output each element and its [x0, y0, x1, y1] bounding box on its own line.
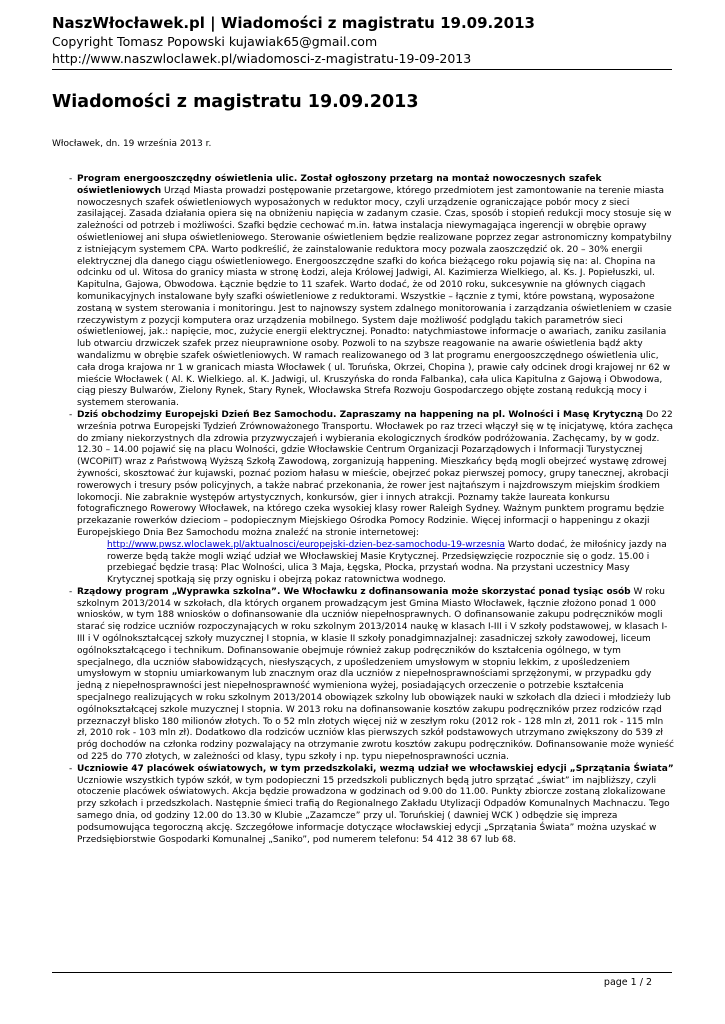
item-body: Do 22 września potrwa Europejski Tydzień Zrównoważonego Transportu. Włocławek po raz trzeci włączył się w tę inicjatywę, która zachęca do zmiany niekorzystnych dla zdrowia przyzwyczajeń i wybierania ekologicznych środków podróżowania. Zachęcamy, by w godz. 12.30 – 14.00 pojawić się na placu Wolności, gdzie Włocławskie Centrum Organizacji Pozarządowych i Informacji Turystycznej (WCOPiIT) wraz z Państwową Wyższą Szkołą Zawodową, zorganizują happening. Mieszkańcy będą mogli obejrzeć wystawę zdrowej żywności, skosztować żur kujawski, poznać poziom hałasu w mieście, obejrzeć pokaz pierwszej pomocy, grupy tanecznej, akrobacji rowerowych i tresury psów policyjnych, a także nabrać przekonania, że rower jest najtańszym i najzdrowszym miejskim środkiem lokomocji. Nie zabraknie występów artystycznych, konkursów, gier i innych atrakcji. Poznamy także laureata konkursu fotograficznego Rowerowy Włocławek, na którego czeka wysokiej klasy rower Raleigh Sydney. Ważnym punktem programu będzie przekazanie rowerków dzieciom – podopiecznym Miejskiego Ośrodka Pomocy Rodzinie. Więcej informacji o happeningu z okazji Europejskiego Dnia Bez Samochodu można znaleźć na stronie internetowej:: [77, 409, 674, 538]
list-item: [70, 410, 674, 587]
list-item: [70, 174, 674, 410]
item-body: Urząd Miasta prowadzi postępowanie przetargowe, którego przedmiotem jest zamontowanie na terenie miasta nowoczesnych szafek oświetleniowych wyposażonych w reduktor mocy, czyli urządzenie ograniczające pobór mocy z sieci zasilającej. Zasada działania opiera się na obniżeniu napięcia w zadanym czasie. Czas, sposób i stopień redukcji mocy stosuje się w zależności od potrzeb i możliwości. Szafki będzie cechować m.in. łatwa instalacja niewymagająca ingerencji w obrębie oprawy oświetleniowej ani słupa oświetleniowego. Sterowanie oświetleniem będzie realizowane poprzez zegar astronomiczny kompatybilny z istniejącym systemem CPA. Warto podkreślić, że zainstalowanie reduktora mocy pozwala zaoszczędzić ok. 20 – 30% energii elektrycznej dla danego ciągu oświetleniowego. Energooszczędne szafki do końca bieżącego roku pojawią się na: al. Chopina na odcinku od ul. Witosa do granicy miasta w stronę Łodzi, aleja Królowej Jadwigi, Al. Kazimierza Wielkiego, al. Ks. J. Popiełuszki, ul. Kapitulna, Gajowa, Obwodowa. Łącznie będzie to 11 szafek. Warto dodać, że od 2010 roku, sukcesywnie na głównych ciągach komunikacyjnych instalowane były szafki oświetleniowe z reduktorami. Wszystkie – łącznie z tymi, które powstaną, wyposażone zostaną w system sterowania i monitoringu. Jest to najnowszy system zdalnego monitorowania i zarządzania oświetleniem w czasie rzeczywistym z pozycji komputera oraz urządzenia mobilnego. System daje możliwość podglądu takich parametrów sieci oświetleniowej, jak.: napięcie, moc, zużycie energii elektrycznej. Ponadto: natychmiastowe informacje o awariach, zaniku zasilania lub otwarciu drzwiczek szafek przez nieuprawnione osoby. Pozwoli to na szybsze reagowanie na awarie oświetlenia bądź akty wandalizmu w obrębie szafek oświetleniowych. W ramach realizowanego od 3 lat programu energooszczędnego oświetlenia ulic, cała droga krajowa nr 1 w granicach miasta Włocławek ( ul. Toruńska, Okrzei, Chopina ), prawie cały odcinek drogi krajowej nr 62 w mieście Włocławek ( Al. K. Wielkiego. al. K. Jadwigi, ul. Kruszyńska do ronda Falbanka), cała ulica Kapitulna z Gajową i Obwodowa, ciąg pieszy Bulwarów, Zielony Rynek, Stary Rynek, Włocławska Strefa Rozwoju Gospodarczego objęte zostaną redukcją mocy i systemem sterowania.: [77, 185, 672, 409]
item-heading: Uczniowie 47 placówek oświatowych, w tym przedszkolaki, wezmą udział we włocławskiej edycji „Sprzątania Świata”: [77, 763, 674, 774]
header-url: http://www.naszwloclawek.pl/wiadomosci-z-magistratu-19-09-2013: [52, 51, 472, 66]
event-link[interactable]: http://www.pwsz.wloclawek.pl/aktualnosci/europejski-dzien-bez-samochodu-19-wrzesnia: [107, 539, 505, 550]
list-item: [70, 764, 674, 847]
footer-divider: [52, 972, 672, 973]
document-header: [52, 14, 672, 67]
link-line: [77, 540, 674, 587]
item-heading: Program energooszczędny oświetlenia ulic. Został ogłoszony przetarg na montaż nowoczesnych szafek oświetleniowych: [77, 174, 602, 196]
header-title: NaszWłocławek.pl | Wiadomości z magistratu 19.09.2013: [52, 14, 535, 32]
item-body: W roku szkolnym 2013/2014 w szkołach, dla których organem prowadzącym jest Gmina Miasto Włocławek, łącznie złożono ponad 1 000 wniosków, w tym 188 wniosków o dofinansowanie dla uczniów niepełnosprawnych. O dofinansowanie zakupu podręczników mogli starać się rodzice uczniów rozpoczynających w roku szkolnym 2013/2014 naukę w klasach I-III i V szkoły podstawowej, w klasach I-III i V ogólnokształcącej szkoły muzycznej I stopnia, w klasie II szkoły ponadgimnazjalnej: zasadniczej szkoły zawodowej, liceum ogólnokształcącego i technikum. Dofinansowanie obejmuje również zakup podręczników do kształcenia ogólnego, w tym specjalnego, dla uczniów słabowidzących, niesłyszących, z upośledzeniem umysłowym w stopniu lekkim, z upośledzeniem umysłowym w stopniu umiarkowanym lub znacznym oraz dla uczniów z niepełnosprawnościami sprzężonymi, w przypadku gdy jedną z niepełnosprawności jest niepełnosprawność wymieniona wyżej, posiadających orzeczenie o potrzebie kształcenia specjalnego realizujących w roku szkolnym 2013/2014 obowiązek szkolny lub obowiązek nauki w szkołach dla dzieci i młodzieży lub ogólnokształcącej szkole muzycznej I stopnia. W 2013 roku na dofinansowanie kosztów zakupu podręczników przez rodziców rząd przeznaczył blisko 180 milionów złotych. To o 52 mln złotych więcej niż w zeszłym roku (2012 rok - 128 mln zł, 2011 rok - 115 mln zł, 2010 rok - 103 mln zł). Dodatkowo dla rodziców uczniów klas pierwszych szkół podstawowych utrzymano zwiększony do 539 zł próg dochodów na członka rodziny pozwalający na otrzymanie zwrotu kosztów zakupu podręczników. Dofinansowanie może wynieść od 225 do 770 złotych, w zależności od klasy, typu szkoły i np. typu niepełnosprawności ucznia.: [77, 586, 674, 763]
item-body-continued: Warto dodać, że miłośnicy jazdy na rowerze będą także mogli wziąć udział we Włocławskiej Masie Krytycznej. Przedsięwzięcie rozpocznie się o godz. 15.00 i przebiegać będzie trasą: Plac Wolności, ulica 3 Maja, Łęgska, Płocka, przystań wodna. Na przystani uczestnicy Masy Krytycznej spotkają się przy ognisku i obejrzą pokaz ratownictwa wodnego.: [107, 539, 667, 586]
header-copyright: Copyright Tomasz Popowski kujawiak65@gmail.com: [52, 34, 378, 49]
dateline: Włocławek, dn. 19 września 2013 r.: [52, 139, 212, 149]
item-body: Uczniowie wszystkich typów szkół, w tym podopieczni 15 przedszkoli publicznych będą jutro sprzątać „świat” im najbliższy, czyli otoczenie placówek oświatowych. Akcja będzie prowadzona w godzinach od 9.00 do 11.00. Punkty zbiorcze zostaną zlokalizowane przy szkołach i przedszkolach. Następnie śmieci trafią do Regionalnego Zakładu Utylizacji Odpadów Komunalnych Machnaczu. Tego samego dnia, od godziny 12.00 do 13.30 w Klubie „Zazamcze” przy ul. Toruńskiej ( dawniej WCK ) odbędzie się impreza podsumowująca tegoroczną akcję. Szczegółowe informacje dotyczące włocławskiej edycji „Sprzątania Świata” można uzyskać w Przedsiębiorstwie Gospodarki Komunalnej „Saniko”, pod numerem telefonu: 54 412 38 67 lub 68.: [77, 775, 670, 845]
list-item: [70, 587, 674, 764]
item-heading: Rządowy program „Wyprawka szkolna”. We Włocławku z dofinansowania może skorzystać ponad tysiąc osób: [77, 586, 631, 597]
page-title: Wiadomości z magistratu 19.09.2013: [52, 92, 419, 112]
header-divider: [52, 69, 672, 70]
page-number: page 1 / 2: [603, 977, 652, 988]
news-list: [70, 174, 674, 846]
item-heading: Dziś obchodzimy Europejski Dzień Bez Samochodu. Zapraszamy na happening na pl. Wolności i Masę Krytyczną: [77, 409, 644, 420]
